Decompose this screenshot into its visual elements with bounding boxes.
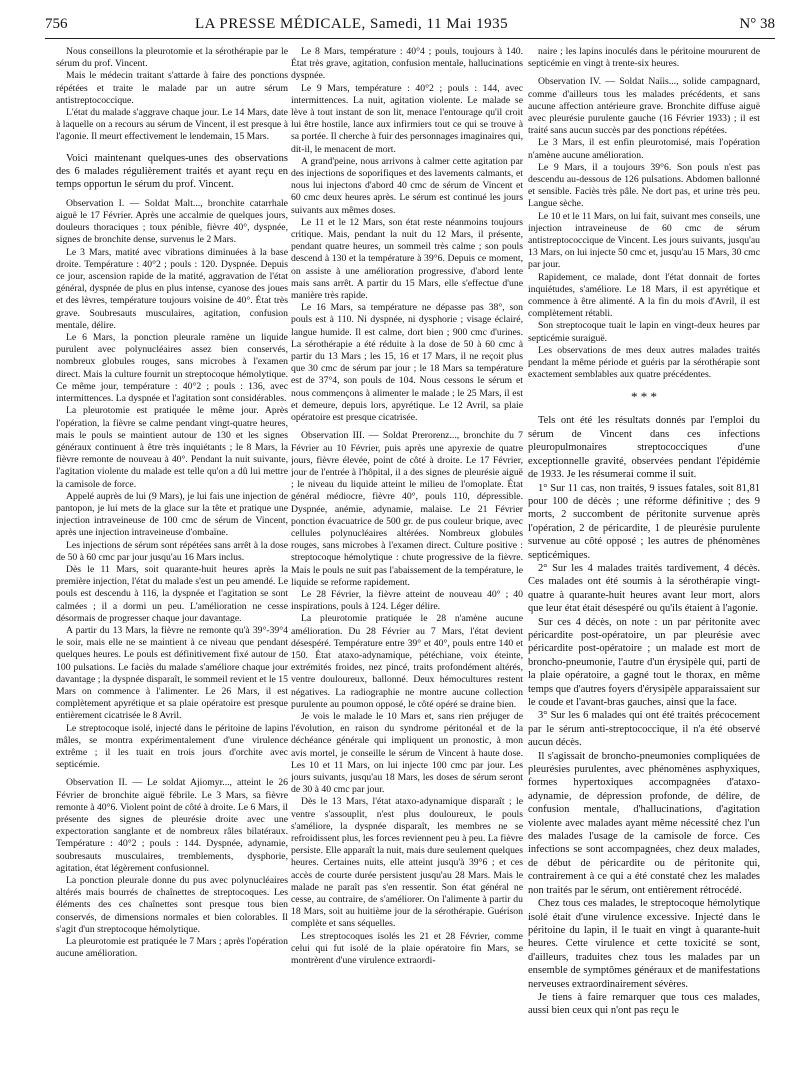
- paragraph: La pleurotomie pratiquée le 28 n'amène aucune amélioration. Du 28 Février au 7 Mars, l'état devient désespéré. Température entre 39° et 40°, pouls entre 140 et 150. État ataxo-adynamique, pétéchiane, voix éteinte, extrémités froides, nez pincé, traits profondément altérés, ventre douloureux, ballonné. Deux hémocultures restent négatives. La radiographie ne montre aucune collection purulente au poumon opposé, le côté opéré se draine bien.: [291, 613, 523, 710]
- summary-item-3: 3° Sur les 6 malades qui ont été traités précocement par le sérum anti-streptococcique, il n'a été observé aucun décès.: [528, 710, 760, 749]
- paragraph: Dès le 13 Mars, l'état ataxo-adynamique disparaît ; le ventre s'assouplit, n'est plus douloureux, le pouls s'améliore, la dyspnée disparaît, les membres ne se refroidissent plus, les forces reviennent peu à peu. La fièvre persiste. Elle apparaît la nuit, mais dure seulement quelques heures. Certaines nuits, elle atteint jusqu'à 39°6 ; et ces accès de courte durée persistent jusqu'au 28 Mars. Mais le malade ne paraît pas s'en ressentir. Son état général ne cesse, au contraire, de s'améliorer. On l'alimente à partir du 18 Mars, soit au huitième jour de la sérothérapie. Guérison complète et sans séquelles.: [291, 796, 523, 930]
- observation-paragraph: Observation III. — Soldat Prerorenz..., bronchite du 7 Février au 10 Février, puis après une apyrexie de quatre jours, fièvre élevée, point de côté à droite. Le 17 Février, jour de l'entrée à l'hôpital, il a des signes de pleurésie aiguë ; le niveau du liquide atteint le milieu de l'omoplate. État général médiocre, fièvre 40°, pouls 110, dépressible. Dyspnée, anémie, adynamie, malaise. Le 21 Février ponction évacuatrice de 500 gr. de pus couleur brique, avec cellules polynucléaires altérées. Nombreux globules rouges, sans microbes à l'examen direct. Culture positive : streptocoque hémolytique : chute progressive de la fièvre. Mais le pouls ne suit pas l'abaissement de la température, le liquide se reforme rapidement.: [291, 430, 523, 588]
- column-2: [291, 46, 523, 1076]
- paragraph: L'état du malade s'aggrave chaque jour. Le 14 Mars, date à laquelle on a recours au sérum de Vincent, il est presque à l'agonie. Il meurt effectivement le lendemain, 15 Mars.: [56, 107, 288, 143]
- paragraph: naire ; les lapins inoculés dans le péritoine moururent de septicémie en vingt à trente-six heures.: [528, 46, 760, 70]
- paragraph: Les streptocoques isolés les 21 et 28 Février, comme celui qui fut isolé de la plaie opératoire fin Mars, se montrèrent d'une virulence extraordi-: [291, 930, 523, 967]
- paragraph: Le 28 Février, la fièvre atteint de nouveau 40° ; 40 inspirations, pouls à 124. Léger délire.: [291, 588, 523, 613]
- issue-number: N° 38: [739, 16, 775, 32]
- paragraph: Le 16 Mars, sa température ne dépasse pas 38°, son pouls est à 110. Ni dyspnée, ni dysphorie ; visage éclairé, langue humide. Il est calme, dort bien ; 900 cmc d'urines. La sérothérapie a été réduite à la dose de 50 à 60 cmc à partir du 13 Mars ; les 15, 16 et 17 Mars, il ne reçoit plus que 30 cmc de sérum par jour ; le 18 Mars sa température est de 37°4, son pouls de 104. Nous cessons le sérum et nous commençons à alimenter le malade ; le 25 Mars, il est et demeure, depuis lors, apyrétique. Le 12 Avril, sa plaie opératoire est presque cicatrisée.: [291, 302, 523, 424]
- paragraph: Mais le médecin traitant s'attarde à faire des ponctions répétées et traite le malade par un autre sérum antistreptococcique.: [56, 70, 288, 106]
- paragraph: Il s'agissait de broncho-pneumonies compliquées de pleurésies purulentes, avec phénomènes asphyxiques, formes hypertoxiques accompagnées d'ataxo-adynamie, de dépression profonde, de délire, de confusion mentale, d'hallucinations, d'agitation violente avec malades ayant même nécessité chez l'un des malades l'usage de la camisole de force. Ces infections se sont accompagnées, chez deux malades, de début de péricardite ou de péritonite qui, contrairement à ce qui a été constaté chez les malades non traités par le sérum, ont entièrement rétrocédé.: [528, 750, 760, 896]
- paragraph: Le 8 Mars, température : 40°4 ; pouls, toujours à 140. État très grave, agitation, confusion mentale, hallucinations dyspnée.: [291, 46, 523, 82]
- paragraph: Le 3 Mars, matité avec vibrations diminuées à la base droite. Température : 40°2 ; pouls : 120. Dyspnée. Depuis ce jour, ascension rapide de la matité, aggravation de l'état général, dyspnée de plus en plus intense, cyanose des joues et des lèvres, température toujours voisine de 40°. État très grave. Soubresauts musculaires, agitation, confusion mentale, délire.: [56, 246, 288, 331]
- paragraph: Le 9 Mars, il a toujours 39°6. Son pouls n'est pas descendu au-dessous de 126 pulsations. Abdomen ballonné et sensible. Faciès très pâle. Ne dort pas, et urine très peu. Langue sèche.: [528, 161, 760, 210]
- section-separator: * * *: [631, 389, 657, 405]
- column-3: [528, 46, 760, 1076]
- paragraph: Nous conseillons la pleurotomie et la sérothérapie par le sérum du prof. Vincent.: [56, 46, 288, 70]
- page-header: [45, 14, 775, 39]
- paragraph: Sur ces 4 décès, on note : un par péritonite avec péricardite post-opératoire, un par pleurésie avec péricardite post-opératoire ; un malade est mort de broncho-pneumonie, l'autre d'un érysipèle qui, parti de la plaie opératoire, a gagné tout le thorax, en même temps que d'autres foyers d'érysipèle apparaissaient sur le coude et l'avant-bras gauches, ainsi que la face.: [528, 616, 760, 709]
- paragraph: Dès le 11 Mars, soit quarante-huit heures après la première injection, l'état du malade s'est un peu amendé. Le pouls est descendu à 116, la dyspnée et l'agitation se sont calmées ; il a dormi un peu. L'amélioration ne cesse désormais de progresser chaque jour davantage.: [56, 563, 288, 624]
- column-1: [56, 46, 288, 1076]
- summary-item-2: 2° Sur les 4 malades traités tardivement, 4 décès. Ces malades ont été soumis à la sérothérapie vingt-quatre à quarante-huit heures avant leur mort, alors que leur état était désespéré ou qu'ils étaient à l'agonie.: [528, 562, 760, 615]
- observation-paragraph: Observation II. — Le soldat Ajiomyr..., atteint le 26 Février de bronchite aiguë fébrile. Le 3 Mars, sa fièvre remonte à 40°6. Violent point de côté à droite. Le 6 Mars, il présente des signes de pleurésie droite avec une expectoration sanglante et de nombreux râles bilatéraux. Température : 40°2 ; pouls : 144. Dyspnée, adynamie, soubresauts musculaires, tremblements, dysphorie, agitation, état légèrement confusionnel.: [56, 777, 288, 874]
- summary-item-1: 1° Sur 11 cas, non traités, 9 issues fatales, soit 81,81 pour 100 de décès ; une réforme définitive ; des 9 morts, 2 succombent de péritonite survenue après l'opération, 2 de péricardite, 1 de pleurésie purulente survenue au côté opposé ; les autres de phénomènes septicémiques.: [528, 482, 760, 561]
- paragraph: Tels ont été les résultats donnés par l'emploi du sérum de Vincent dans ces infections pleuropulmonaires streptococciques d'une exceptionnelle gravité, observées pendant l'épidémie de 1933. Je les résumerai comme il suit.: [528, 415, 760, 481]
- paragraph: A partir du 13 Mars, la fièvre ne remonte qu'à 39°-39°4 le soir, mais elle ne se maintient à ce niveau que pendant quelques heures. Le pouls est définitivement fixé autour de 100 pulsations. Le faciès du malade s'améliore chaque jour davantage ; la dyspnée disparaît, le sommeil revient et le 15 Mars on commence à l'alimenter. Le 26 Mars, il est complètement apyrétique et sa plaie opératoire est presque entièrement cicatrisée le 8 Avril.: [56, 624, 288, 722]
- paragraph: Je vois le malade le 10 Mars et, sans rien préjuger de l'évolution, en raison du syndrome péritonéal et de la déchéance générale qui impliquent un pronostic, à mon avis mortel, je conseille le sérum de Vincent à haute dose. Les 10 et 11 Mars, on lui injecte 100 cmc par jour. Les jours suivants, jusqu'au 18 Mars, les doses de sérum seront de 30 à 40 cmc par jour.: [291, 710, 523, 796]
- observation-paragraph: Observation I. — Soldat Malt..., bronchite catarrhale aiguë le 17 Février. Après une accalmie de quelques jours, douleurs thoraciques ; toux pénible, fièvre 40°, dyspnée, signes de bronchite dense, survenus le 2 Mars.: [56, 197, 288, 246]
- paragraph: Voici maintenant quelques-unes des observations des 6 malades régulièrement traités et ayant reçu en temps opportun le sérum du prof. Vincent.: [56, 152, 288, 191]
- paragraph: Le 9 Mars, température : 40°2 ; pouls : 144, avec intermittences. La nuit, agitation violente. Le malade se lève à tout instant de son lit, menace l'entourage qu'il croit lui être hostile, lance aux infirmiers tout ce qui se trouve à sa portée. Il cherche à fuir des personnages imaginaires qui, dit-il, le menacent de mort.: [291, 82, 523, 155]
- page-number: 756: [45, 16, 68, 32]
- paragraph: Le streptocoque isolé, injecté dans le péritoine de lapins mâles, se montra expérimentalement d'une virulence extrême ; il les tuait en trois jours d'orchite avec septicémie.: [56, 722, 288, 771]
- journal-title: LA PRESSE MÉDICALE, Samedi, 11 Mai 1935: [195, 16, 509, 32]
- paragraph: Le 11 et le 12 Mars, son état reste néanmoins toujours critique. Mais, pendant la nuit du 12 Mars, il présente, pendant quatre heures, un sommeil très calme ; son pouls descend à 130 et la température à 39°6. Depuis ce moment, on assiste à une amélioration progressive, d'abord lente mais sans arrêt. A partir du 15 Mars, elle s'effectue d'une manière très rapide.: [291, 216, 523, 302]
- paragraph: Appelé auprès de lui (9 Mars), je lui fais une injection de pantopon, je lui mets de la glace sur la tête et pratique une injection intraveineuse de 100 cmc de sérum de Vincent, après une injection intraveineuse d'ombaïne.: [56, 490, 288, 539]
- paragraph: Les observations de mes deux autres malades traités pendant la même période et guéris par la sérothérapie sont exactement semblables aux quatre précédentes.: [528, 344, 760, 381]
- paragraph: Le 6 Mars, la ponction pleurale ramène un liquide purulent avec polynucléaires assez bien conservés, nombreux globules rouges, sans microbes à l'examen direct. Mais la culture fournit un streptocoque hémolytique. Ce même jour, température : 40°2 ; pouls : 136, avec intermittences. La dyspnée et l'agitation sont considérables.: [56, 332, 288, 405]
- paragraph: Son streptocoque tuait le lapin en vingt-deux heures par septicémie suraiguë.: [528, 320, 760, 344]
- paragraph: Les injections de sérum sont répétées sans arrêt à la dose de 50 à 60 cmc par jour jusqu'au 16 Mars inclus.: [56, 539, 288, 563]
- paragraph: La ponction pleurale donne du pus avec polynucléaires altérés mais bourrés de chaînettes de streptocoques. Les éléments des ces chaînettes sont presque tous bien conservés, de dimensions normales et bien colorables. Il s'agit d'un streptocoque hémolytique.: [56, 875, 288, 935]
- paragraph: Je tiens à faire remarquer que tous ces malades, aussi bien ceux qui n'ont pas reçu le: [528, 991, 760, 1017]
- paragraph: Le 3 Mars, il est enfin pleurotomisé, mais l'opération n'amène aucune amélioration.: [528, 137, 760, 161]
- observation-paragraph: Observation IV. — Soldat Naïis..., solide campagnard, comme d'ailleurs tous les malades précédents, et sans aucune affection antérieure grave. Bronchite diffuse aiguë avec pleurésie purulente gauche (16 Février 1933) ; il est traité sans aucun succès par des ponctions répétées.: [528, 76, 760, 137]
- paragraph: La pleurotomie est pratiquée le 7 Mars ; après l'opération aucune amélioration.: [56, 936, 288, 960]
- paragraph: Chez tous ces malades, le streptocoque hémolytique isolé était d'une virulence excessive. Injecté dans le péritoine du lapin, il le tuait en vingt à quarante-huit heures. Cette virulence et cette toxicité se sont, d'ailleurs, traduites chez tous les malades par un ensemble de symptômes généraux et de manifestations nerveuses extraordinairement sévères.: [528, 898, 760, 990]
- paragraph: A grand'peine, nous arrivons à calmer cette agitation par des injections de soporifiques et des lavements calmants, et nous lui injectons d'abord 40 cmc de sérum de Vincent et 60 cmc deux heures après. Le sérum est continué les jours suivants aux mêmes doses.: [291, 155, 523, 216]
- paragraph: La pleurotomie est pratiquée le même jour. Après l'opération, la fièvre se calme pendant vingt-quatre heures, mais le pouls se maintient autour de 130 et les signes généraux continuent à être très inquiétants ; le 8 Mars, la fièvre remonte de nouveau à 40°. Pendant la nuit suivante, l'agitation violente du malade est telle qu'on a dû lui mettre la camisole de force.: [56, 405, 288, 490]
- paragraph: Rapidement, ce malade, dont l'état donnait de fortes inquiétudes, s'améliore. Le 18 Mars, il est apyrétique et commence à être alimenté. A la fin du mois d'Avril, il est complètement rétabli.: [528, 271, 760, 320]
- paragraph: Le 10 et le 11 Mars, on lui fait, suivant mes conseils, une injection intraveineuse de 60 cmc de sérum antistreptococcique de Vincent. Les jours suivants, jusqu'au 13 Mars, on lui injecte 50 cmc et, jusqu'au 15 Mars, 30 cmc par jour.: [528, 210, 760, 271]
